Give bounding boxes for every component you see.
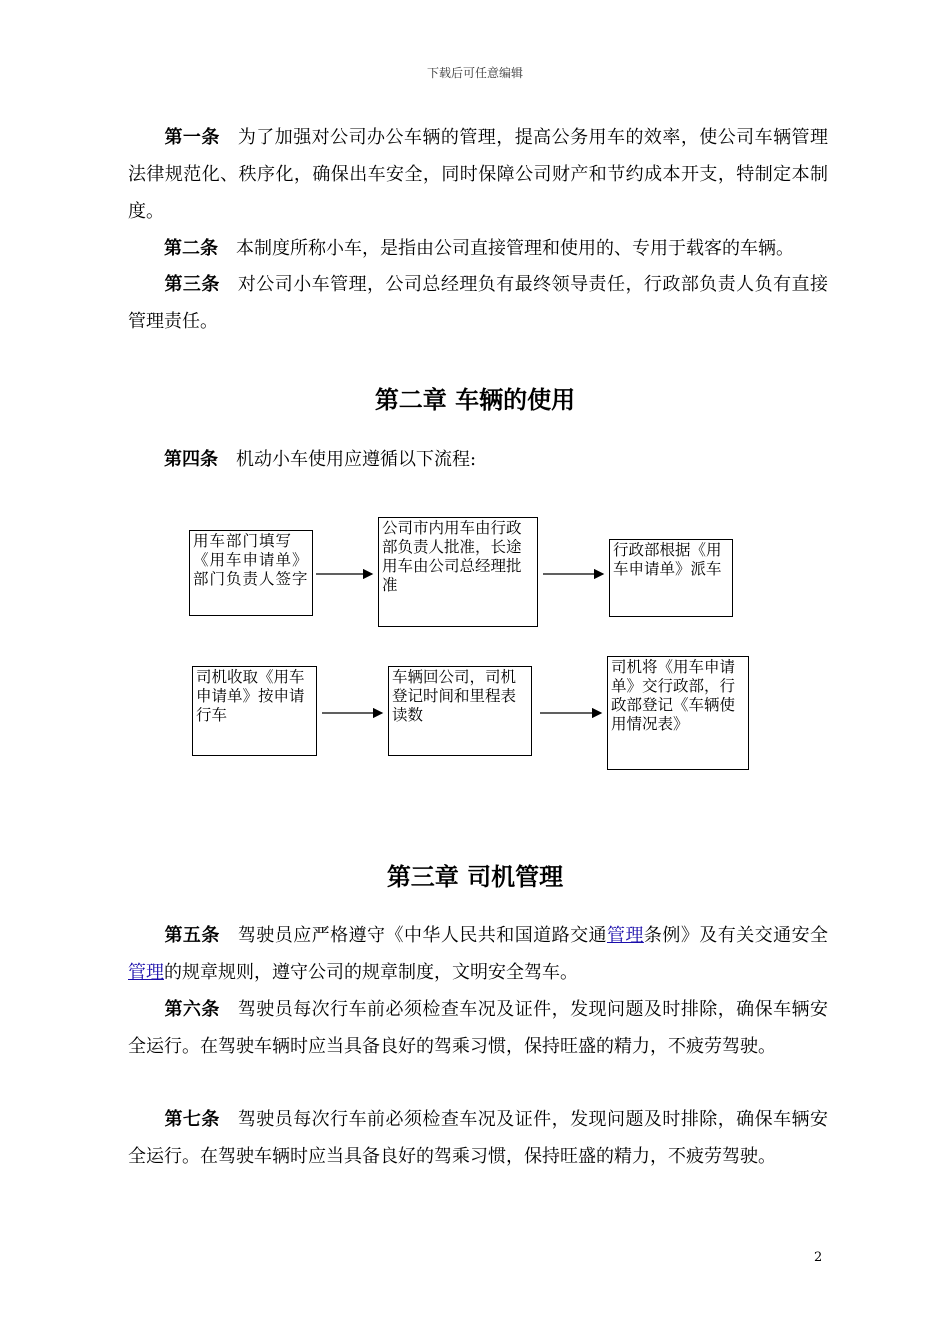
page-number: 2 xyxy=(814,1250,823,1265)
article-text: 对公司小车管理，公司总经理负有最终领导责任，行政部负责人负有直接管理责任。 xyxy=(128,274,829,332)
article-label: 第六条 xyxy=(164,999,220,1020)
article-6 xyxy=(128,991,828,1065)
chapter-3-title: 第三章 司机管理 xyxy=(386,863,564,891)
article-text-a: 驾驶员应严格遵守《中华人民共和国道路交通 xyxy=(237,925,607,946)
article-5 xyxy=(128,917,828,991)
management-link-2[interactable]: 管理 xyxy=(128,962,164,983)
management-link[interactable]: 管理 xyxy=(606,925,644,946)
article-label: 第三条 xyxy=(164,274,220,295)
flow-step-3: 行政部根据《用车申请单》派车 xyxy=(609,539,733,617)
article-label: 第五条 xyxy=(164,925,220,946)
article-label: 第四条 xyxy=(164,449,218,470)
article-label: 第二条 xyxy=(164,238,218,259)
article-7 xyxy=(128,1101,828,1175)
article-label: 第一条 xyxy=(164,127,220,148)
article-text-c: 的规章规则，遵守公司的规章制度，文明安全驾车。 xyxy=(164,962,578,983)
flow-step-6: 司机将《用车申请单》交行政部，行政部登记《车辆使用情况表》 xyxy=(607,656,749,770)
header-note: 下载后可任意编辑 xyxy=(426,66,523,80)
flow-step-1: 用车部门填写《用车申请单》部门负责人签字 xyxy=(189,530,313,616)
article-text: 本制度所称小车，是指由公司直接管理和使用的、专用于载客的车辆。 xyxy=(236,238,794,259)
article-text: 为了加强对公司办公车辆的管理，提高公务用车的效率，使公司车辆管理法律规范化、秩序化，确保出车安全，同时保障公司财产和节约成本开支，特制定本制度。 xyxy=(128,127,829,222)
article-label: 第七条 xyxy=(164,1109,220,1130)
article-text-b: 条例》及有关交通安全 xyxy=(643,925,829,946)
article-text: 驾驶员每次行车前必须检查车况及证件，发现问题及时排除，确保车辆安全运行。在驾驶车辆时应当具备良好的驾乘习惯，保持旺盛的精力，不疲劳驾驶。 xyxy=(128,999,829,1057)
flow-step-4: 司机收取《用车申请单》按申请行车 xyxy=(192,666,317,756)
flow-step-5: 车辆回公司，司机登记时间和里程表读数 xyxy=(388,666,532,756)
flow-step-2: 公司市内用车由行政部负责人批准，长途用车由公司总经理批准 xyxy=(378,517,538,627)
article-text: 机动小车使用应遵循以下流程: xyxy=(236,449,477,470)
chapter-2-title: 第二章 车辆的使用 xyxy=(374,386,576,414)
article-text: 驾驶员每次行车前必须检查车况及证件，发现问题及时排除，确保车辆安全运行。在驾驶车辆时应当具备良好的驾乘习惯，保持旺盛的精力，不疲劳驾驶。 xyxy=(128,1109,829,1167)
